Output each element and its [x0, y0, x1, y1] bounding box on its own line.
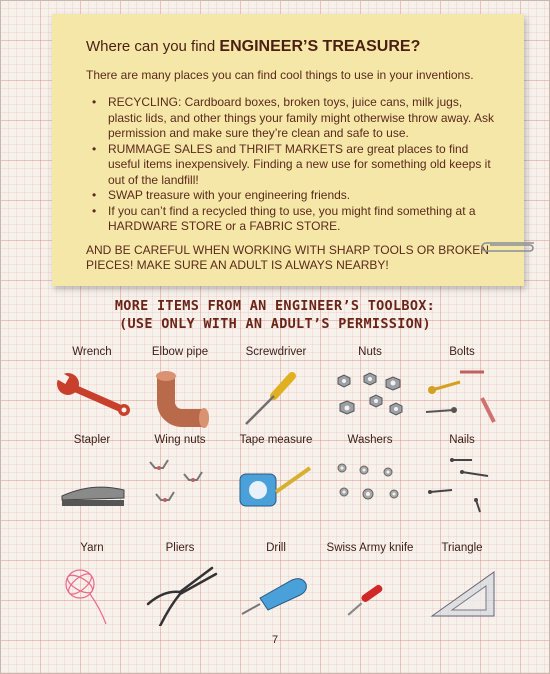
tool-label: Pliers — [165, 542, 195, 554]
toolbox-title-line1: MORE ITEMS FROM AN ENGINEER’S TOOLBOX: — [114, 298, 436, 314]
toolbox-title — [0, 297, 550, 333]
screwdriver-icon — [236, 368, 316, 430]
tool-label: Swiss Army knife — [326, 542, 414, 554]
tool-label: Wing nuts — [154, 434, 206, 446]
safety-warning: AND BE CAREFUL WHEN WORKING WITH SHARP TOOLS OR BROKEN PIECES! MAKE SURE AN ADULT IS ALWAYS NEARBY! — [86, 242, 489, 272]
washers-icon — [330, 456, 410, 518]
tool-label: Screwdriver — [245, 346, 307, 358]
wrench-icon — [52, 368, 132, 430]
tool-label: Elbow pipe — [151, 346, 209, 358]
yarn-icon — [52, 564, 132, 626]
tool-label: Stapler — [73, 434, 111, 446]
tool-label: Nails — [449, 434, 475, 446]
heading-pre: Where can you find — [86, 38, 216, 55]
stapler-icon — [52, 456, 132, 518]
nuts-icon — [330, 368, 410, 430]
list-item: • RUMMAGE SALES and THRIFT MARKETS are great places to find useful items inexpensively. Finding a new use for something old keeps it out of the landfill! — [98, 142, 494, 189]
page-number: 7 — [271, 634, 279, 646]
list-item: • If you can’t find a recycled thing to use, you might find something at a HARDWARE STORE or a FABRIC STORE. — [98, 204, 494, 235]
treasure-note — [52, 14, 524, 286]
tool-label: Bolts — [449, 346, 475, 358]
tool-label: Triangle — [441, 542, 483, 554]
drill-icon — [236, 564, 316, 626]
heading-bold: ENGINEER’S TREASURE? — [219, 38, 421, 55]
paperclip-icon — [478, 239, 536, 253]
bolts-icon — [422, 368, 502, 430]
treasure-list — [86, 95, 494, 235]
tool-nails — [410, 434, 514, 542]
toolbox-title-line2: (USE ONLY WITH AN ADULT’S PERMISSION) — [119, 316, 431, 332]
nails-icon — [422, 456, 502, 518]
tool-label: Drill — [266, 542, 286, 554]
tool-tape-measure — [224, 434, 328, 542]
tool-label: Yarn — [80, 542, 104, 554]
pliers-icon — [140, 564, 220, 626]
list-item: • RECYCLING: Cardboard boxes, broken toys, juice cans, milk jugs, plastic lids, and other things your family might otherwise throw away. Ask permission and make sure they’re clean and safe to use. — [98, 95, 494, 142]
elbow-pipe-icon — [140, 368, 220, 430]
tool-label: Tape measure — [239, 434, 313, 446]
triangle-icon — [422, 564, 502, 626]
tool-label: Wrench — [72, 346, 112, 358]
swiss-army-knife-icon — [330, 578, 410, 630]
tool-label: Washers — [347, 434, 393, 446]
list-item: • SWAP treasure with your engineering friends. — [98, 188, 494, 204]
note-intro: There are many places you can find cool things to use in your inventions. — [86, 68, 474, 82]
tool-wing-nuts — [128, 434, 232, 542]
note-heading — [86, 38, 494, 56]
tool-washers — [318, 434, 422, 542]
tool-label: Nuts — [358, 346, 382, 358]
tape-measure-icon — [236, 456, 316, 518]
wing-nuts-icon — [140, 456, 220, 518]
